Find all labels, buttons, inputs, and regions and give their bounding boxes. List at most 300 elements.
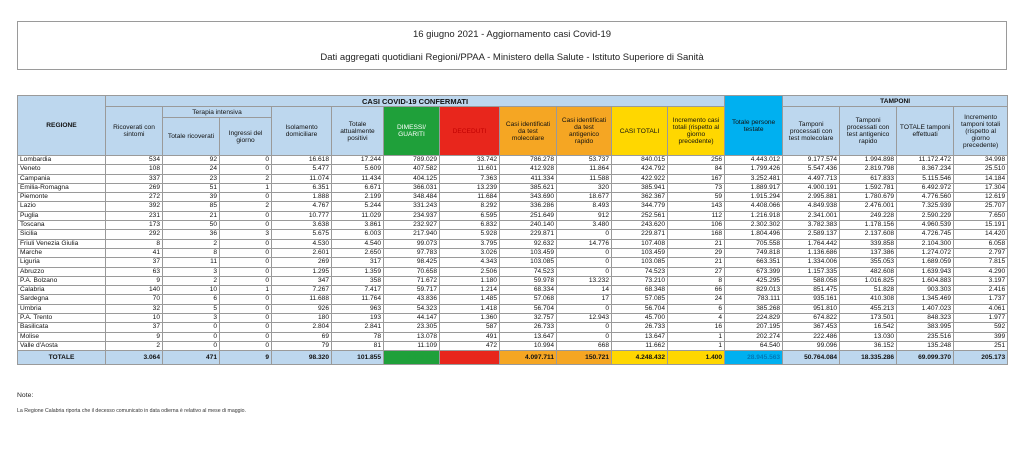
cell-molecolare: 57.068 (500, 295, 557, 304)
cell-incremento: 59 (668, 193, 725, 202)
cell-t-inc: 7.650 (954, 211, 1008, 220)
cell-t-mol: 9.177.574 (783, 156, 840, 165)
table-row (18, 267, 1008, 276)
total-deceduti: 127.153 (440, 351, 500, 365)
cell-persone: 829.013 (725, 286, 783, 295)
cell-guariti: 11.109 (384, 341, 440, 350)
cell-t-mol: 674.822 (783, 314, 840, 323)
cell-ti-ingressi: 0 (220, 156, 272, 165)
cell-casi-totali: 344.779 (612, 202, 668, 211)
cell-t-ant: 13.030 (840, 332, 897, 341)
cell-t-inc: 1.737 (954, 295, 1008, 304)
table-row (18, 295, 1008, 304)
cell-positivi: 6.671 (332, 183, 384, 192)
cell-t-mol: 4.497.713 (783, 174, 840, 183)
table-row (18, 341, 1008, 350)
cell-isolamento: 269 (272, 258, 332, 267)
cell-ti-ingressi: 0 (220, 248, 272, 257)
cell-t-tot: 6.492.972 (897, 183, 954, 192)
cell-regione: Valle d'Aosta (18, 341, 106, 350)
header-deceduti: DECEDUTI (440, 107, 500, 156)
cell-casi-totali: 103.085 (612, 258, 668, 267)
cell-positivi: 4.540 (332, 239, 384, 248)
cell-casi-totali: 252.561 (612, 211, 668, 220)
cell-ti-totale: 92 (163, 156, 220, 165)
cell-t-ant: 2.476.001 (840, 202, 897, 211)
cell-isolamento: 5.675 (272, 230, 332, 239)
table-row (18, 211, 1008, 220)
cell-guariti: 98.425 (384, 258, 440, 267)
cell-ricoverati: 70 (106, 295, 163, 304)
cell-casi-totali: 26.733 (612, 323, 668, 332)
cell-guariti: 43.836 (384, 295, 440, 304)
cell-t-ant: 51.828 (840, 286, 897, 295)
cell-isolamento: 180 (272, 314, 332, 323)
cell-isolamento: 5.477 (272, 165, 332, 174)
cell-positivi: 5.609 (332, 165, 384, 174)
cell-antigenico: 12.943 (557, 314, 612, 323)
cell-t-tot: 2.104.300 (897, 239, 954, 248)
table-row (18, 323, 1008, 332)
cell-ti-ingressi: 0 (220, 239, 272, 248)
cell-antigenico: 17 (557, 295, 612, 304)
cell-deceduti: 1.180 (440, 276, 500, 285)
cell-casi-totali: 73.210 (612, 276, 668, 285)
cell-ti-ingressi: 0 (220, 267, 272, 276)
cell-ti-ingressi: 0 (220, 295, 272, 304)
cell-guariti: 366.031 (384, 183, 440, 192)
header-tamponi-incremento: Incremento tamponi totali (rispetto al giorno precedente) (954, 107, 1008, 156)
cell-antigenico: 320 (557, 183, 612, 192)
table-row (18, 314, 1008, 323)
cell-isolamento: 7.267 (272, 286, 332, 295)
cell-incremento: 21 (668, 258, 725, 267)
cell-persone: 673.399 (725, 267, 783, 276)
cell-incremento: 112 (668, 211, 725, 220)
cell-positivi: 7.417 (332, 286, 384, 295)
cell-incremento: 29 (668, 248, 725, 257)
cell-ricoverati: 32 (106, 304, 163, 313)
cell-t-ant: 1.016.825 (840, 276, 897, 285)
table-row (18, 276, 1008, 285)
cell-t-tot: 235.516 (897, 332, 954, 341)
cell-ricoverati: 10 (106, 314, 163, 323)
cell-regione: Friuli Venezia Giulia (18, 239, 106, 248)
cell-t-ant: 1.592.781 (840, 183, 897, 192)
cell-molecolare: 229.871 (500, 230, 557, 239)
cell-ti-totale: 3 (163, 314, 220, 323)
cell-deceduti: 6.595 (440, 211, 500, 220)
cell-antigenico: 0 (557, 230, 612, 239)
cell-antigenico: 0 (557, 258, 612, 267)
cell-casi-totali: 56.704 (612, 304, 668, 313)
cell-antigenico: 11.588 (557, 174, 612, 183)
cell-isolamento: 3.638 (272, 221, 332, 230)
cell-t-ant: 2.137.608 (840, 230, 897, 239)
cell-t-mol: 935.161 (783, 295, 840, 304)
cell-ricoverati: 2 (106, 341, 163, 350)
cell-ricoverati: 37 (106, 323, 163, 332)
cell-incremento: 167 (668, 174, 725, 183)
cell-isolamento: 2.804 (272, 323, 332, 332)
cell-isolamento: 10.777 (272, 211, 332, 220)
cell-regione: P.A. Bolzano (18, 276, 106, 285)
cell-molecolare: 103.459 (500, 248, 557, 257)
cell-molecolare: 385.621 (500, 183, 557, 192)
table-row (18, 239, 1008, 248)
cell-t-ant: 1.178.156 (840, 221, 897, 230)
cell-regione: Toscana (18, 221, 106, 230)
cell-persone: 1.915.294 (725, 193, 783, 202)
cell-ricoverati: 173 (106, 221, 163, 230)
header-persone-testate: Totale persone testate (725, 96, 783, 156)
total-persone: 28.945.563 (725, 351, 783, 365)
cell-regione: Liguria (18, 258, 106, 267)
cell-t-tot: 5.115.546 (897, 174, 954, 183)
cell-antigenico: 18.677 (557, 193, 612, 202)
cell-ti-ingressi: 1 (220, 286, 272, 295)
cell-regione: Molise (18, 332, 106, 341)
total-ti-ingressi: 9 (220, 351, 272, 365)
cell-persone: 1.889.917 (725, 183, 783, 192)
cell-incremento: 6 (668, 304, 725, 313)
header-casi-totali: CASI TOTALI (612, 107, 668, 156)
cell-persone: 663.351 (725, 258, 783, 267)
cell-persone: 749.818 (725, 248, 783, 257)
cell-incremento: 4 (668, 314, 725, 323)
cell-t-tot: 1.345.469 (897, 295, 954, 304)
cell-guariti: 789.029 (384, 156, 440, 165)
cell-regione: Piemonte (18, 193, 106, 202)
cell-casi-totali: 243.620 (612, 221, 668, 230)
cell-t-inc: 7.815 (954, 258, 1008, 267)
cell-guariti: 44.147 (384, 314, 440, 323)
cell-isolamento: 11.688 (272, 295, 332, 304)
cell-molecolare: 786.278 (500, 156, 557, 165)
cell-isolamento: 11.074 (272, 174, 332, 183)
cell-ricoverati: 37 (106, 258, 163, 267)
header-ti-totale: Totale ricoverati (163, 118, 220, 156)
table-body (18, 156, 1008, 365)
cell-persone: 425.295 (725, 276, 783, 285)
cell-guariti: 13.078 (384, 332, 440, 341)
cell-regione: Basilicata (18, 323, 106, 332)
cell-casi-totali: 57.085 (612, 295, 668, 304)
cell-ti-ingressi: 0 (220, 341, 272, 350)
cell-incremento: 8 (668, 276, 725, 285)
cell-t-mol: 5.547.436 (783, 165, 840, 174)
cell-t-inc: 399 (954, 332, 1008, 341)
cell-deceduti: 11.684 (440, 193, 500, 202)
cell-ricoverati: 140 (106, 286, 163, 295)
cell-antigenico: 8.493 (557, 202, 612, 211)
cell-molecolare: 103.085 (500, 258, 557, 267)
total-ti-totale: 471 (163, 351, 220, 365)
cell-antigenico: 3.480 (557, 221, 612, 230)
cell-t-mol: 951.810 (783, 304, 840, 313)
cell-t-ant: 36.152 (840, 341, 897, 350)
cell-t-inc: 592 (954, 323, 1008, 332)
cell-isolamento: 1.295 (272, 267, 332, 276)
table-row (18, 286, 1008, 295)
cell-ti-ingressi: 2 (220, 174, 272, 183)
cell-regione: Sardegna (18, 295, 106, 304)
header-isolamento: Isolamento domiciliare (272, 107, 332, 156)
cell-molecolare: 13.647 (500, 332, 557, 341)
cell-antigenico: 0 (557, 332, 612, 341)
header-group-tamponi: TAMPONI (783, 96, 1008, 107)
cell-ti-totale: 2 (163, 239, 220, 248)
cell-isolamento: 1.888 (272, 193, 332, 202)
cell-molecolare: 74.523 (500, 267, 557, 276)
total-incremento: 1.400 (668, 351, 725, 365)
cell-t-mol: 588.058 (783, 276, 840, 285)
cell-ricoverati: 392 (106, 202, 163, 211)
cell-ti-ingressi: 0 (220, 165, 272, 174)
cell-persone: 1.804.496 (725, 230, 783, 239)
cell-t-tot: 1.689.059 (897, 258, 954, 267)
cell-ricoverati: 337 (106, 174, 163, 183)
cell-positivi: 17.244 (332, 156, 384, 165)
cell-t-ant: 1.780.679 (840, 193, 897, 202)
cell-casi-totali: 422.922 (612, 174, 668, 183)
cell-positivi: 193 (332, 314, 384, 323)
cell-t-inc: 25.707 (954, 202, 1008, 211)
header-regione: REGIONE (18, 96, 106, 156)
cell-isolamento: 926 (272, 304, 332, 313)
cell-deceduti: 587 (440, 323, 500, 332)
cell-ti-totale: 36 (163, 230, 220, 239)
cell-deceduti: 472 (440, 341, 500, 350)
cell-t-ant: 410.308 (840, 295, 897, 304)
cell-ti-ingressi: 3 (220, 230, 272, 239)
cell-molecolare: 343.690 (500, 193, 557, 202)
cell-incremento: 24 (668, 295, 725, 304)
cell-t-inc: 1.977 (954, 314, 1008, 323)
covid-cases-table (17, 95, 1008, 365)
cell-molecolare: 10.994 (500, 341, 557, 350)
cell-casi-totali: 45.700 (612, 314, 668, 323)
cell-ricoverati: 41 (106, 248, 163, 257)
cell-t-tot: 1.407.023 (897, 304, 954, 313)
cell-ti-totale: 6 (163, 295, 220, 304)
cell-antigenico: 912 (557, 211, 612, 220)
total-row (18, 351, 1008, 365)
cell-t-mol: 1.764.442 (783, 239, 840, 248)
cell-t-tot: 8.367.234 (897, 165, 954, 174)
header-antigenico: Casi identificati da test antigenico rapido (557, 107, 612, 156)
cell-ti-totale: 3 (163, 267, 220, 276)
cell-regione: Campania (18, 174, 106, 183)
cell-t-ant: 339.858 (840, 239, 897, 248)
cell-t-ant: 249.228 (840, 211, 897, 220)
table-row (18, 156, 1008, 165)
cell-t-inc: 2.416 (954, 286, 1008, 295)
notes-label: Note: (17, 392, 34, 399)
cell-ti-totale: 0 (163, 341, 220, 350)
table-row (18, 230, 1008, 239)
table-row (18, 202, 1008, 211)
cell-persone: 224.829 (725, 314, 783, 323)
cell-ti-totale: 51 (163, 183, 220, 192)
cell-t-mol: 1.334.006 (783, 258, 840, 267)
cell-ricoverati: 292 (106, 230, 163, 239)
header-molecolare: Casi identificati da test molecolare (500, 107, 557, 156)
cell-antigenico: 13.232 (557, 276, 612, 285)
cell-molecolare: 240.140 (500, 221, 557, 230)
table-row (18, 165, 1008, 174)
header-incremento: Incremento casi totali (rispetto al giorno precedente) (668, 107, 725, 156)
table-row (18, 248, 1008, 257)
cell-t-tot: 7.325.939 (897, 202, 954, 211)
cell-positivi: 317 (332, 258, 384, 267)
total-molecolare: 4.097.711 (500, 351, 557, 365)
cell-t-tot: 848.323 (897, 314, 954, 323)
cell-ricoverati: 231 (106, 211, 163, 220)
cell-ti-ingressi: 0 (220, 323, 272, 332)
cell-t-mol: 4.900.191 (783, 183, 840, 192)
cell-regione: Emilia-Romagna (18, 183, 106, 192)
cell-persone: 783.111 (725, 295, 783, 304)
table-row (18, 221, 1008, 230)
cell-deceduti: 5.928 (440, 230, 500, 239)
cell-ti-totale: 85 (163, 202, 220, 211)
total-isolamento: 98.320 (272, 351, 332, 365)
cell-ti-totale: 0 (163, 323, 220, 332)
cell-persone: 207.195 (725, 323, 783, 332)
cell-regione: Marche (18, 248, 106, 257)
cell-persone: 385.268 (725, 304, 783, 313)
cell-antigenico: 0 (557, 248, 612, 257)
total-ricoverati: 3.064 (106, 351, 163, 365)
header-ti-ingressi: Ingressi del giorno (220, 118, 272, 156)
report-source-subtitle: Dati aggregati quotidiani Regioni/PPAA - Ministero della Salute - Istituto Superiore di Sanità (320, 52, 704, 63)
cell-isolamento: 347 (272, 276, 332, 285)
cell-ti-ingressi: 0 (220, 304, 272, 313)
cell-positivi: 11.434 (332, 174, 384, 183)
cell-deceduti: 1.360 (440, 314, 500, 323)
cell-casi-totali: 362.367 (612, 193, 668, 202)
cell-positivi: 2.199 (332, 193, 384, 202)
cell-regione: Lombardia (18, 156, 106, 165)
header-group-terapia-intensiva: Terapia intensiva (163, 107, 272, 118)
cell-deceduti: 6.832 (440, 221, 500, 230)
cell-casi-totali: 424.792 (612, 165, 668, 174)
total-t-inc: 205.173 (954, 351, 1008, 365)
cell-positivi: 11.764 (332, 295, 384, 304)
cell-ti-ingressi: 0 (220, 332, 272, 341)
cell-t-inc: 6.058 (954, 239, 1008, 248)
cell-ti-ingressi: 0 (220, 193, 272, 202)
table-row (18, 183, 1008, 192)
cell-t-tot: 383.995 (897, 323, 954, 332)
report-title-box (17, 21, 1007, 70)
cell-antigenico: 668 (557, 341, 612, 350)
cell-guariti: 234.937 (384, 211, 440, 220)
cell-guariti: 71.672 (384, 276, 440, 285)
cell-deceduti: 2.506 (440, 267, 500, 276)
header-tamponi-molecolare: Tamponi processati con test molecolare (783, 107, 840, 156)
cell-ti-ingressi: 0 (220, 211, 272, 220)
cell-casi-totali: 11.662 (612, 341, 668, 350)
cell-isolamento: 6.351 (272, 183, 332, 192)
total-guariti: 4.019.424 (384, 351, 440, 365)
cell-regione: Puglia (18, 211, 106, 220)
cell-positivi: 5.244 (332, 202, 384, 211)
cell-t-mol: 2.589.137 (783, 230, 840, 239)
cell-molecolare: 59.978 (500, 276, 557, 285)
table-row (18, 174, 1008, 183)
cell-t-tot: 4.960.539 (897, 221, 954, 230)
cell-casi-totali: 103.459 (612, 248, 668, 257)
cell-antigenico: 0 (557, 323, 612, 332)
total-t-tot: 69.099.370 (897, 351, 954, 365)
cell-isolamento: 2.601 (272, 248, 332, 257)
cell-t-tot: 11.172.472 (897, 156, 954, 165)
cell-casi-totali: 13.647 (612, 332, 668, 341)
cell-deceduti: 3.026 (440, 248, 500, 257)
cell-incremento: 21 (668, 239, 725, 248)
cell-regione: Sicilia (18, 230, 106, 239)
cell-positivi: 1.359 (332, 267, 384, 276)
cell-deceduti: 1.214 (440, 286, 500, 295)
cell-incremento: 73 (668, 183, 725, 192)
cell-t-inc: 2.797 (954, 248, 1008, 257)
cell-t-inc: 34.998 (954, 156, 1008, 165)
table-row (18, 258, 1008, 267)
table-row (18, 193, 1008, 202)
cell-ti-ingressi: 0 (220, 258, 272, 267)
cell-ti-totale: 2 (163, 276, 220, 285)
cell-persone: 2.302.302 (725, 221, 783, 230)
cell-t-mol: 367.453 (783, 323, 840, 332)
cell-ti-totale: 8 (163, 248, 220, 257)
cell-ti-totale: 23 (163, 174, 220, 183)
cell-casi-totali: 385.941 (612, 183, 668, 192)
cell-deceduti: 491 (440, 332, 500, 341)
cell-incremento: 106 (668, 221, 725, 230)
cell-t-ant: 173.501 (840, 314, 897, 323)
cell-ti-totale: 39 (163, 193, 220, 202)
cell-incremento: 168 (668, 230, 725, 239)
cell-guariti: 331.243 (384, 202, 440, 211)
cell-t-tot: 135.248 (897, 341, 954, 350)
cell-positivi: 6.003 (332, 230, 384, 239)
cell-t-mol: 3.782.383 (783, 221, 840, 230)
cell-t-tot: 1.604.883 (897, 276, 954, 285)
total-casi-totali: 4.248.432 (612, 351, 668, 365)
cell-antigenico: 0 (557, 304, 612, 313)
header-positivi: Totale attualmente positivi (332, 107, 384, 156)
cell-t-mol: 99.096 (783, 341, 840, 350)
cell-isolamento: 79 (272, 341, 332, 350)
cell-guariti: 232.927 (384, 221, 440, 230)
cell-antigenico: 14 (557, 286, 612, 295)
cell-deceduti: 7.363 (440, 174, 500, 183)
cell-t-mol: 1.157.335 (783, 267, 840, 276)
cell-ti-totale: 24 (163, 165, 220, 174)
cell-t-ant: 617.833 (840, 174, 897, 183)
cell-t-mol: 1.136.686 (783, 248, 840, 257)
cell-guariti: 97.783 (384, 248, 440, 257)
cell-deceduti: 33.742 (440, 156, 500, 165)
cell-regione: P.A. Trento (18, 314, 106, 323)
cell-molecolare: 68.334 (500, 286, 557, 295)
cell-ti-ingressi: 0 (220, 314, 272, 323)
cell-t-ant: 482.608 (840, 267, 897, 276)
cell-guariti: 404.125 (384, 174, 440, 183)
cell-t-tot: 4.776.560 (897, 193, 954, 202)
